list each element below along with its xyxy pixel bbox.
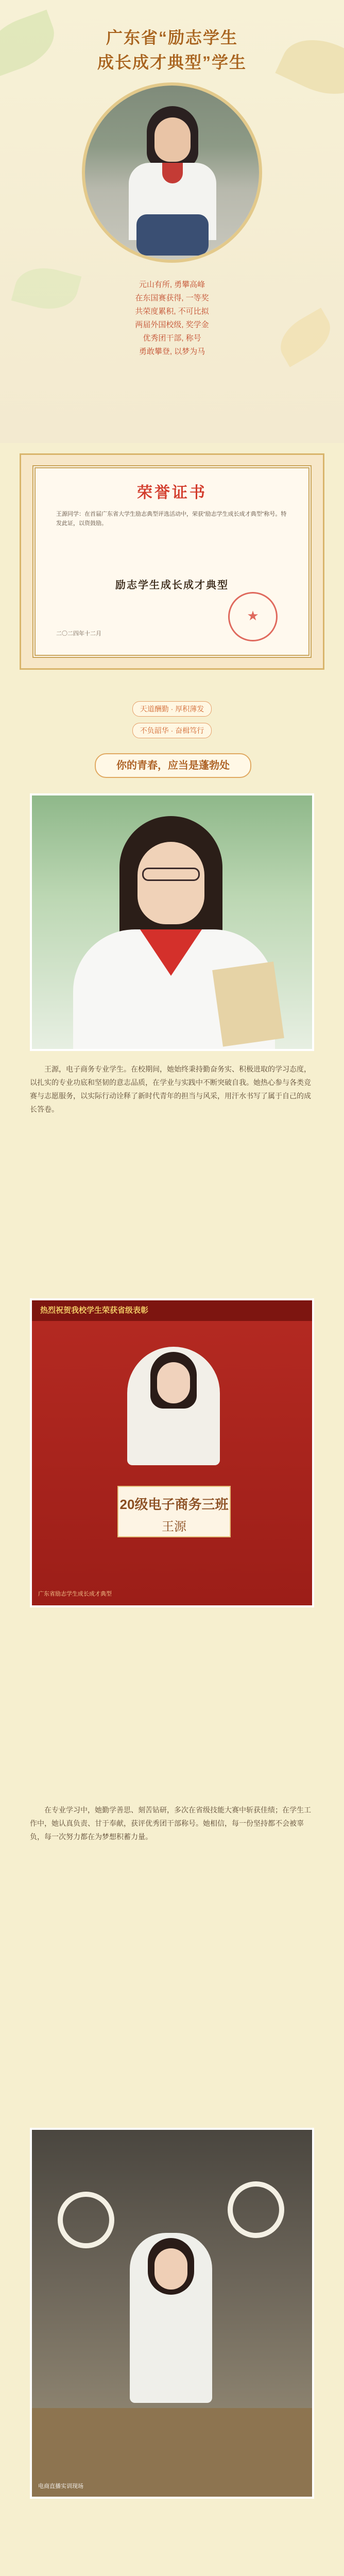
achievement-tag: 共荣度累积, 不可比拟 (135, 307, 209, 316)
photo-face (137, 842, 204, 924)
photo-caption: 电商直播实训现场 (38, 2483, 83, 2489)
page-subtitle: 成长成才典型”学生 (97, 53, 247, 72)
photo-student (130, 2233, 212, 2403)
photo-face (154, 2248, 187, 2290)
section-caption: 不负韶华 · 奋楫笃行 (132, 723, 212, 738)
glasses-icon (142, 868, 200, 881)
seal-icon (228, 592, 278, 641)
ring-light-icon (228, 2181, 284, 2238)
poster-face (157, 1362, 190, 1403)
poster-name: 王源 (162, 1520, 186, 1534)
certificate-title: 荣誉证书 (137, 484, 207, 501)
poster-portrait (127, 1347, 220, 1465)
poster-nameplate (117, 1486, 231, 1537)
section-captions (0, 698, 344, 741)
portrait-photo (82, 82, 262, 263)
honor-poster (30, 1298, 314, 1607)
achievement-tag: 优秀团干部, 称号 (143, 334, 201, 343)
achievement-tag: 在东国赛获得, 一等奖 (135, 294, 209, 302)
section-caption: 天道酬勤 · 厚积薄发 (132, 701, 212, 717)
poster-class: 20级电子商务三班 (119, 1497, 229, 1512)
achievement-tag: 两届外国校级, 奖学金 (135, 320, 209, 329)
portrait-collar (162, 163, 183, 183)
achievement-tag: 元山有所, 勇攀高峰 (139, 280, 205, 289)
body-paragraph: 王源，电子商务专业学生。在校期间，她始终秉持勤奋务实、积极进取的学习态度，以扎实的专业功底和坚韧的意志品质，在学业与实践中不断突破自我。她热心参与各类竞赛与志愿服务，以实际行动诠释了新时代青年的担当与风采，用汗水书写了属于自己的成长答卷。 (30, 1065, 311, 1113)
portrait-face (154, 117, 191, 162)
book-icon (212, 961, 284, 1046)
portrait-legs (136, 214, 209, 256)
livestream-photo (30, 2128, 314, 2499)
poster-banner: 热烈祝贺我校学生荣获省级表彰 (32, 1300, 312, 1321)
body-paragraph: 在专业学习中，她勤学善思、刻苦钻研，多次在省级技能大赛中斩获佳绩；在学生工作中，她认真负责、甘于奉献，获评优秀团干部称号。她相信，每一份坚持都不会被辜负，每一次努力都在为梦想积蓄力量。 (30, 1806, 311, 1841)
certificate-frame (20, 453, 324, 670)
certificate-body: 王源同学：在首届广东省大学生励志典型评选活动中，荣获“励志学生成长成才典型”称号。特发此证，以资鼓励。 (56, 511, 287, 527)
poster-footer: 广东省励志学生成长成才典型 (38, 1591, 112, 1597)
student-photo (30, 793, 314, 1051)
achievement-tags (0, 278, 344, 359)
certificate-honor: 励志学生成长成才典型 (115, 580, 229, 591)
ring-light-icon (58, 2192, 114, 2248)
certificate (32, 465, 312, 658)
achievement-tag: 勇敢攀登, 以梦为马 (139, 347, 205, 356)
section-title: 你的青春，应当是蓬勃处 (95, 753, 251, 778)
page-title: 广东省“励志学生 (106, 28, 238, 47)
certificate-date: 二〇二四年十二月 (56, 631, 101, 637)
